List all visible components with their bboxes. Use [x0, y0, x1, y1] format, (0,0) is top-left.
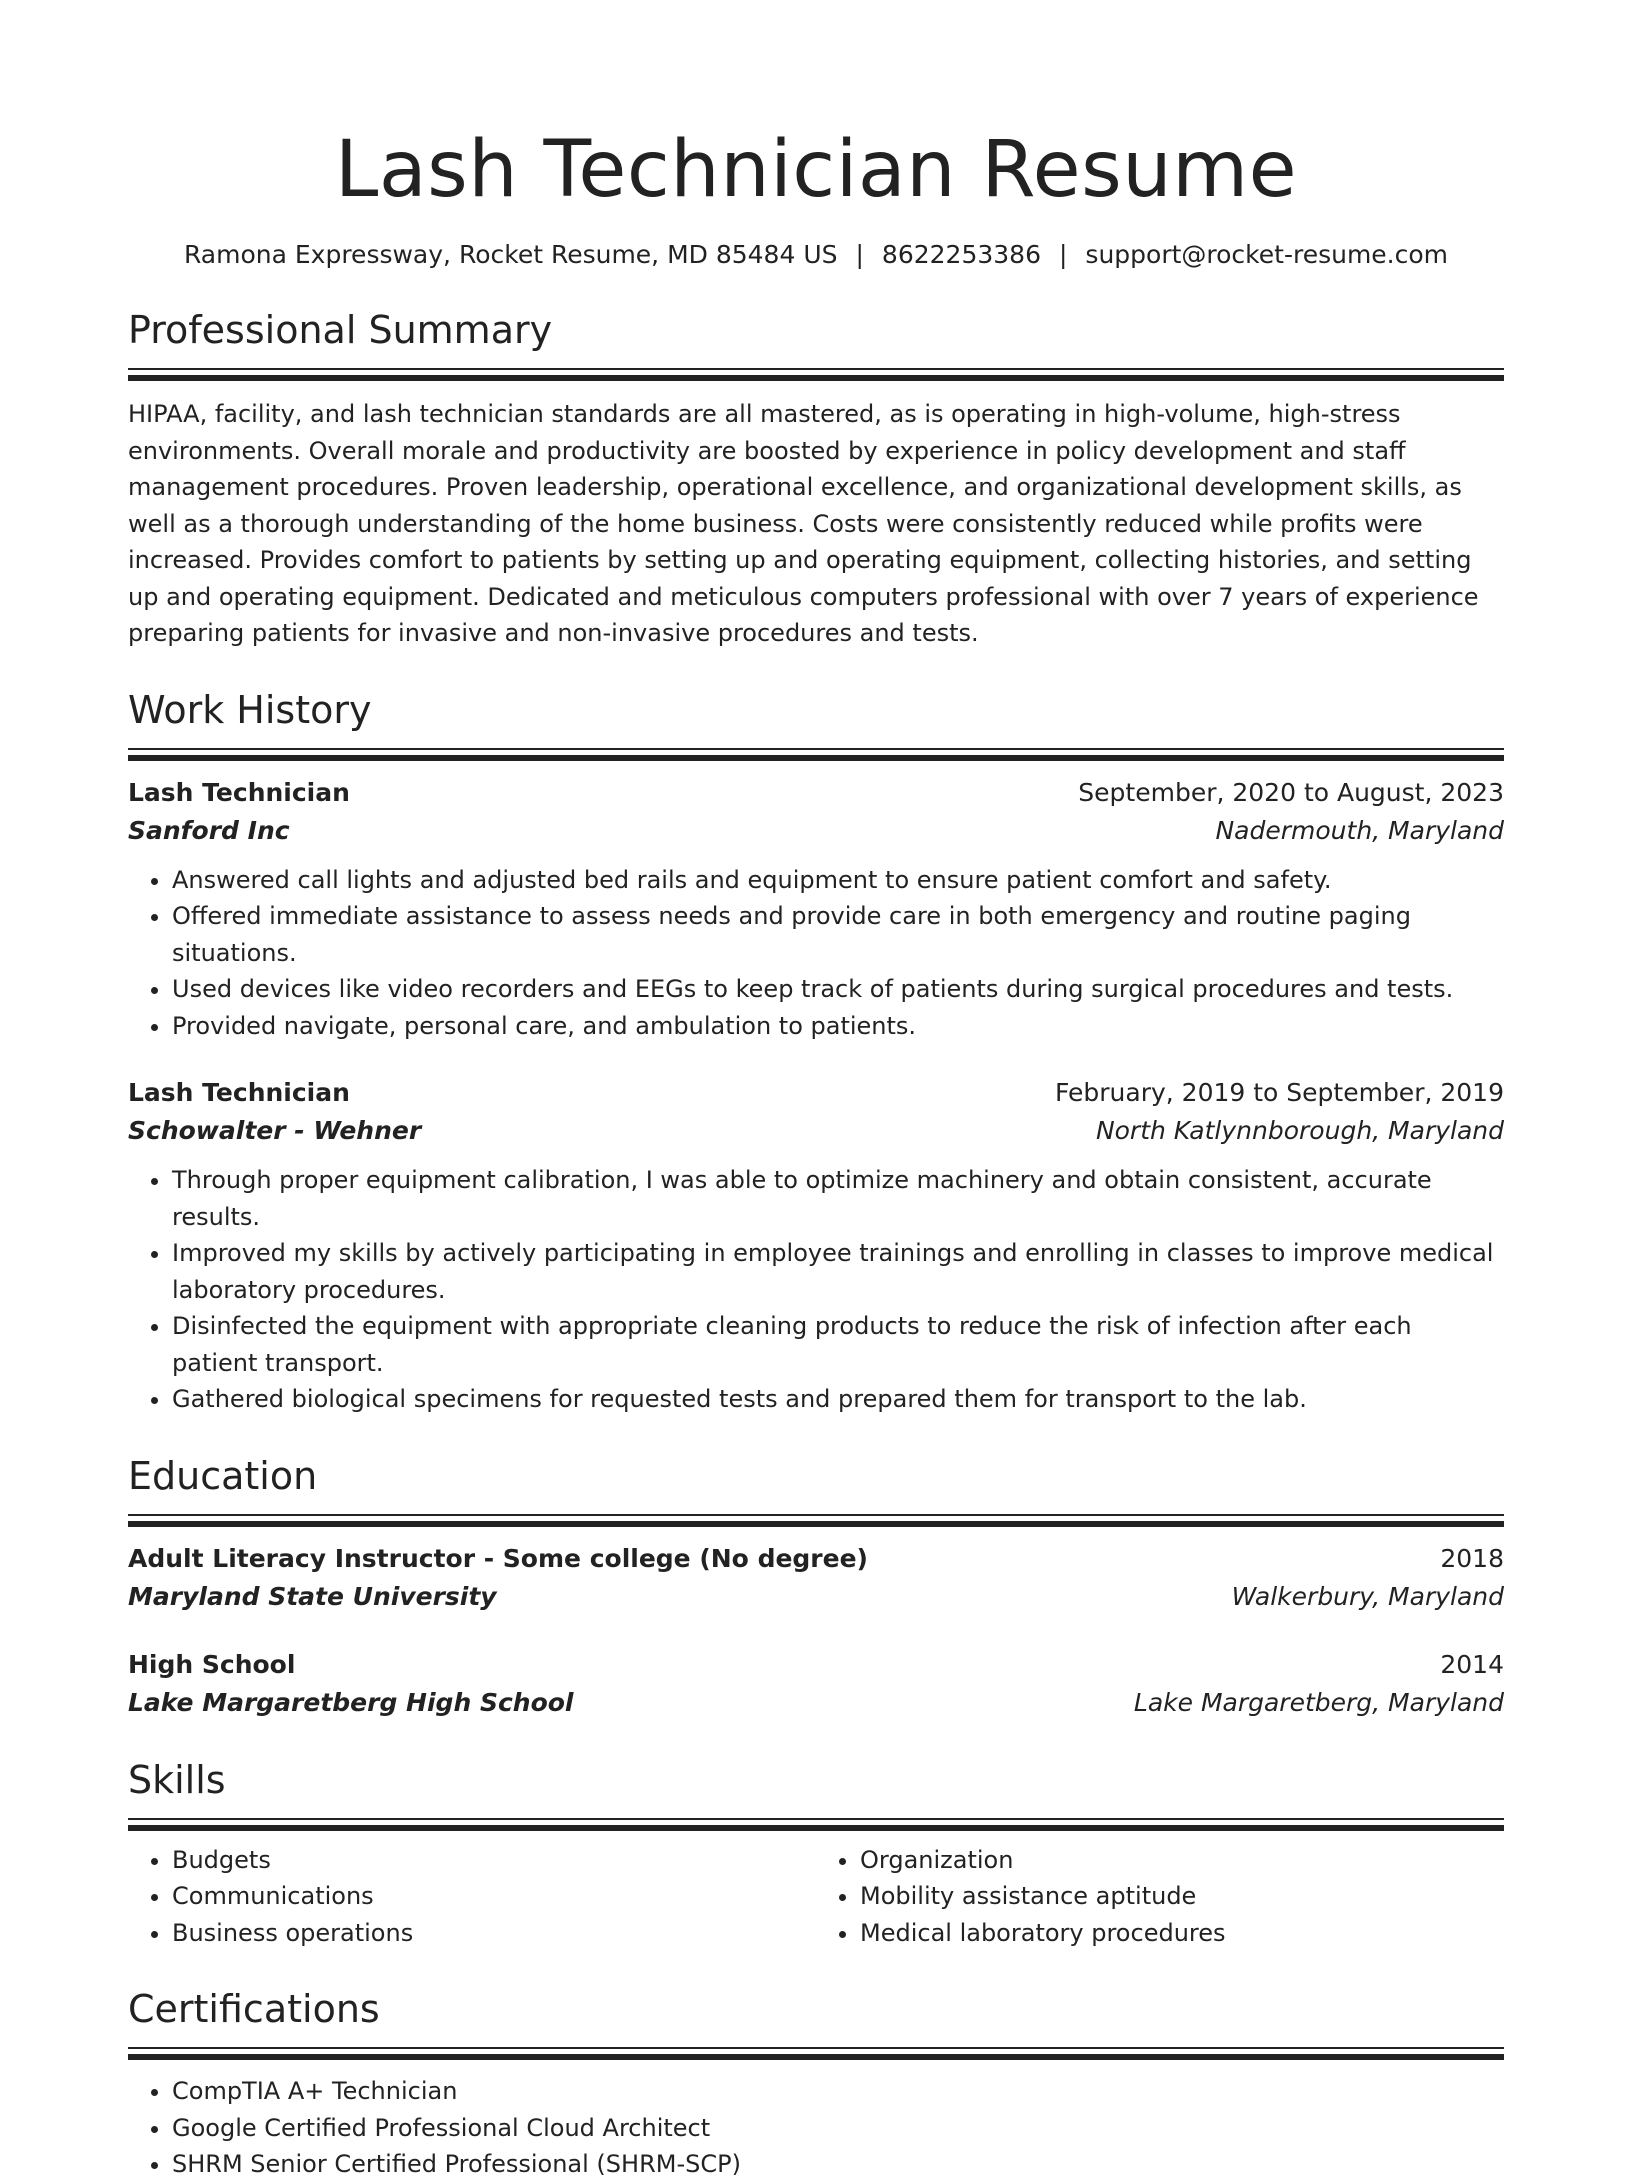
job-entry: [128, 1074, 1504, 1418]
job-bullet: • Used devices like video recorders and EEGs to keep track of patients during surgical procedures and tests.: [172, 971, 1504, 1008]
job-role: Lash Technician: [128, 1078, 350, 1107]
education-entry: [128, 1646, 1504, 1722]
section-heading-work-history: Work History: [128, 687, 372, 732]
skill-item: • Mobility assistance aptitude: [860, 1878, 1504, 1915]
job-company: Sanford Inc: [128, 815, 290, 845]
job-bullet: • Through proper equipment calibration, I was able to optimize machinery and obtain consistent, accurate results.: [172, 1162, 1504, 1235]
contact-separator: |: [855, 240, 864, 269]
section-divider: [128, 748, 1504, 762]
work-history-section: [128, 686, 1504, 1418]
resume-title: Lash Technician Resume: [334, 125, 1298, 215]
section-divider: [128, 368, 1504, 382]
job-location: Nadermouth, Maryland: [1215, 815, 1504, 845]
job-dates: February, 2019 to September, 2019: [1055, 1078, 1504, 1107]
skill-item: • Medical laboratory procedures: [860, 1915, 1504, 1952]
education-section: [128, 1452, 1504, 1722]
skills-column-right: [816, 1842, 1504, 1952]
skills-section: [128, 1756, 1504, 1952]
section-divider: [128, 2047, 1504, 2061]
certification-item: • SHRM Senior Certified Professional (SHRM-SCP): [172, 2146, 1504, 2183]
contact-email: support@rocket-resume.com: [1085, 240, 1449, 269]
education-degree: Adult Literacy Instructor - Some college (No degree): [128, 1543, 868, 1573]
job-bullets: [128, 1162, 1504, 1418]
education-entry: [128, 1540, 1504, 1616]
certifications-list: [128, 2073, 1504, 2183]
section-divider: [128, 1818, 1504, 1832]
contact-separator: |: [1058, 240, 1068, 269]
job-bullet: • Disinfected the equipment with appropriate cleaning products to reduce the risk of infection after each patient transport.: [172, 1308, 1504, 1381]
education-degree: High School: [128, 1649, 296, 1679]
education-school: Maryland State University: [128, 1581, 497, 1611]
skill-item: • Business operations: [172, 1915, 816, 1952]
job-bullet: • Provided navigate, personal care, and ambulation to patients.: [172, 1008, 1504, 1045]
skills-column-left: [128, 1842, 816, 1952]
summary-text: HIPAA, facility, and lash technician standards are all mastered, as is operating in high-volume, high-stress environments. Overall morale and productivity are boosted by experience in policy development and staff management procedures. Proven leadership, operational excellence, and organizational development skills, as well as a thorough understanding of the home business. Costs were consistently reduced while profits were increased. Provides comfort to patients by setting up and operating equipment, collecting histories, and setting up and operating equipment. Dedicated and meticulous computers professional with over 7 years of experience preparing patients for invasive and non-invasive procedures and tests.: [128, 400, 1479, 647]
certification-item: • CompTIA A+ Technician: [172, 2073, 1504, 2110]
job-entry: [128, 774, 1504, 1045]
job-company: Schowalter - Wehner: [128, 1116, 422, 1145]
certification-item: • Google Certified Professional Cloud Architect: [172, 2110, 1504, 2147]
job-bullet: • Offered immediate assistance to assess needs and provide care in both emergency and routine paging situations.: [172, 898, 1504, 971]
skill-item: • Budgets: [172, 1842, 816, 1879]
contact-line: [128, 238, 1504, 272]
section-heading-certifications: Certifications: [128, 1987, 380, 2031]
job-bullet: • Improved my skills by actively participating in employee trainings and enrolling in classes to improve medical laboratory procedures.: [172, 1235, 1504, 1308]
job-bullet: • Gathered biological specimens for requested tests and prepared them for transport to the lab.: [172, 1381, 1504, 1418]
job-bullets: [128, 862, 1504, 1045]
education-location: Lake Margaretberg, Maryland: [1133, 1687, 1504, 1717]
section-heading-education: Education: [128, 1453, 318, 1498]
education-location: Walkerbury, Maryland: [1231, 1581, 1504, 1611]
contact-address: Ramona Expressway, Rocket Resume, MD 85484 US: [183, 240, 838, 269]
skills-grid: [128, 1842, 1504, 1952]
job-dates: September, 2020 to August, 2023: [1078, 777, 1504, 807]
contact-phone: 8622253386: [881, 240, 1041, 269]
education-school: Lake Margaretberg High School: [128, 1687, 574, 1717]
certifications-section: [128, 1985, 1504, 2183]
education-year: 2014: [1440, 1649, 1504, 1679]
job-bullet: • Answered call lights and adjusted bed rails and equipment to ensure patient comfort and safety.: [172, 862, 1504, 899]
skill-item: • Communications: [172, 1878, 816, 1915]
job-location: North Katlynnborough, Maryland: [1095, 1116, 1504, 1145]
skill-item: • Organization: [860, 1842, 1504, 1879]
summary-section: [128, 306, 1504, 652]
education-year: 2018: [1440, 1543, 1504, 1573]
section-heading-skills: Skills: [128, 1757, 226, 1802]
section-divider: [128, 1514, 1504, 1528]
job-role: Lash Technician: [128, 777, 350, 807]
section-heading-summary: Professional Summary: [128, 308, 553, 352]
